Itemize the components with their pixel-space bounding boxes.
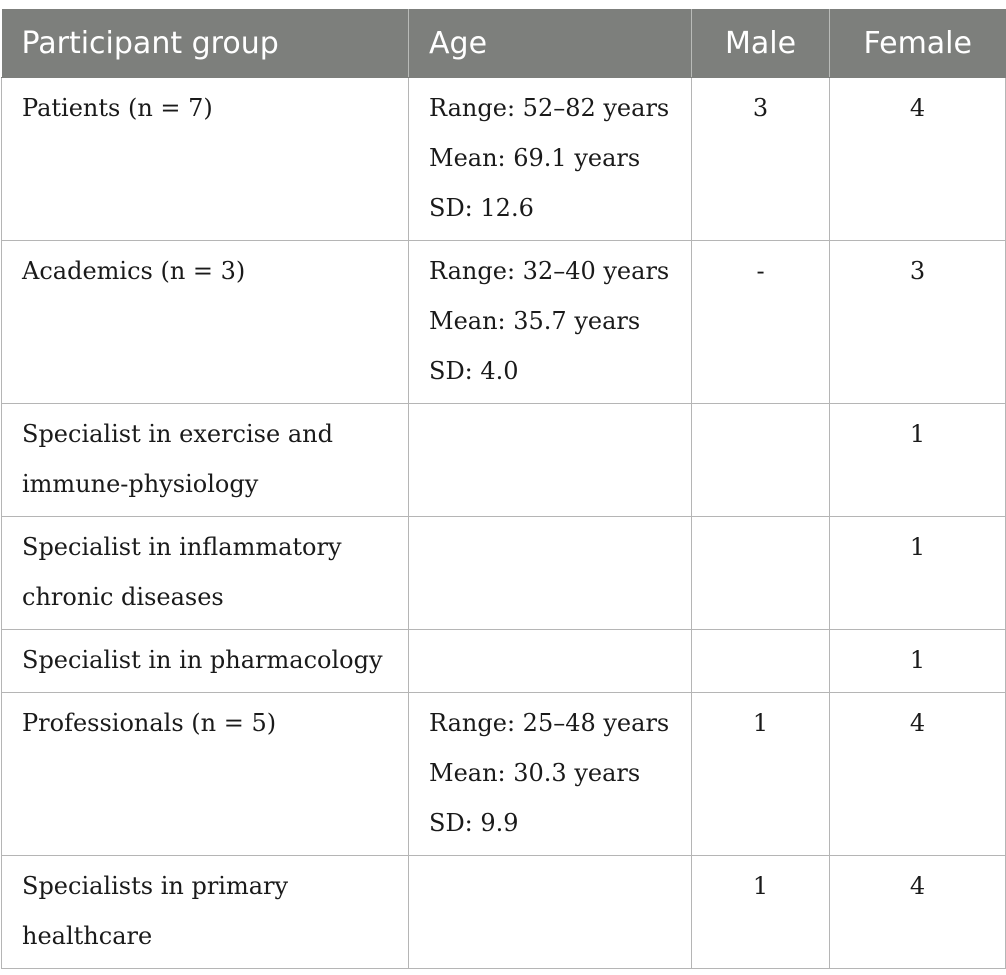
group-line: chronic diseases [22, 583, 224, 611]
cell-group [2, 404, 409, 517]
cell-female: 1 [830, 630, 1006, 693]
cell-female: 4 [830, 78, 1006, 241]
group-line: Specialist in in pharmacology [22, 646, 383, 674]
cell-group [2, 693, 409, 856]
cell-age [409, 241, 692, 404]
group-line: healthcare [22, 922, 153, 950]
age-sd: SD: 4.0 [429, 357, 519, 385]
cell-female: 4 [830, 856, 1006, 969]
cell-male [692, 517, 830, 630]
cell-age [409, 693, 692, 856]
table-row [2, 241, 1006, 404]
table-row [2, 856, 1006, 969]
age-mean: Mean: 30.3 years [429, 759, 641, 787]
table-row [2, 517, 1006, 630]
cell-male: 3 [692, 78, 830, 241]
cell-group [2, 856, 409, 969]
cell-age [409, 78, 692, 241]
table-row [2, 404, 1006, 517]
table-row [2, 78, 1006, 241]
group-line: Specialist in inflammatory [22, 533, 342, 561]
cell-group [2, 517, 409, 630]
cell-male [692, 404, 830, 517]
header-male: Male [692, 9, 830, 78]
age-mean: Mean: 35.7 years [429, 307, 641, 335]
cell-group [2, 630, 409, 693]
table-body [2, 78, 1006, 969]
group-line: immune-physiology [22, 470, 259, 498]
age-sd: SD: 9.9 [429, 809, 519, 837]
cell-male: 1 [692, 856, 830, 969]
cell-age [409, 856, 692, 969]
cell-age [409, 517, 692, 630]
table-row [2, 693, 1006, 856]
cell-age [409, 630, 692, 693]
table-header [2, 9, 1006, 78]
participant-table [1, 9, 1006, 969]
cell-female: 4 [830, 693, 1006, 856]
group-line: Academics (n = 3) [22, 257, 246, 285]
header-participant-group: Participant group [2, 9, 409, 78]
cell-female: 3 [830, 241, 1006, 404]
group-line: Patients (n = 7) [22, 94, 213, 122]
group-line: Specialists in primary [22, 872, 289, 900]
age-mean: Mean: 69.1 years [429, 144, 641, 172]
cell-male: 1 [692, 693, 830, 856]
age-range: Range: 32–40 years [429, 257, 670, 285]
header-female: Female [830, 9, 1006, 78]
group-line: Professionals (n = 5) [22, 709, 277, 737]
header-row [2, 9, 1006, 78]
age-range: Range: 52–82 years [429, 94, 670, 122]
cell-male: - [692, 241, 830, 404]
cell-age [409, 404, 692, 517]
cell-group [2, 78, 409, 241]
age-range: Range: 25–48 years [429, 709, 670, 737]
cell-female: 1 [830, 404, 1006, 517]
cell-group [2, 241, 409, 404]
table-row [2, 630, 1006, 693]
age-sd: SD: 12.6 [429, 194, 534, 222]
group-line: Specialist in exercise and [22, 420, 333, 448]
header-age: Age [409, 9, 692, 78]
cell-male [692, 630, 830, 693]
cell-female: 1 [830, 517, 1006, 630]
